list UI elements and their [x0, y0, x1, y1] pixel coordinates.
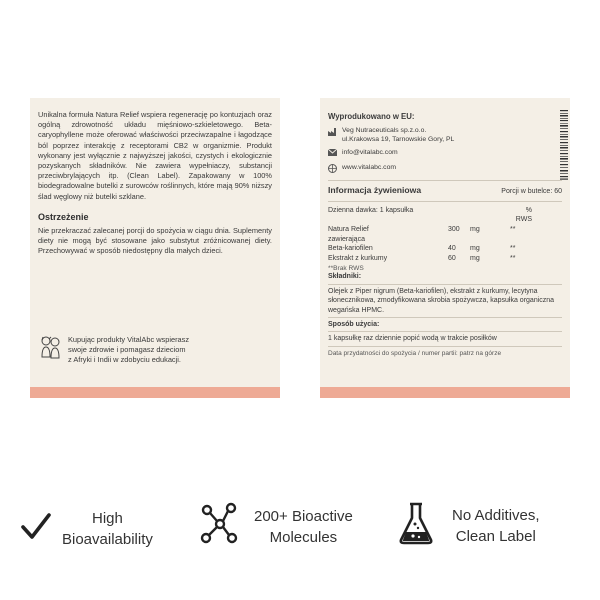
- row-unit: mg: [470, 225, 480, 233]
- table-row: [328, 235, 562, 245]
- nutrition-title: Informacja żywieniowa: [328, 185, 422, 196]
- row-amount: [448, 235, 470, 245]
- feature-bioavailability: [20, 508, 153, 550]
- row-amount: 300: [448, 225, 460, 233]
- charity-note: [40, 335, 189, 368]
- nutrition-panel: [320, 98, 570, 398]
- row-unit: mg: [470, 245, 480, 253]
- row-amount: 40: [448, 245, 456, 253]
- warning-title: Ostrzeżenie: [38, 211, 89, 222]
- divider: [328, 180, 562, 181]
- row-rws: **: [510, 245, 516, 253]
- feature-line-1: High: [92, 510, 123, 527]
- table-row: [328, 254, 562, 264]
- feature-clean-label: [398, 500, 540, 551]
- manufacturer-street: ul.Krakowsa 19, Tarnowskie Gory, PL: [342, 135, 455, 143]
- usage-text: 1 kapsułkę raz dziennie popić wodą w trakcie posiłków: [328, 335, 497, 343]
- feature-line-1: 200+ Bioactive: [254, 507, 353, 525]
- email-link[interactable]: info@vitalabc.com: [342, 149, 398, 157]
- divider: [328, 331, 562, 332]
- molecule-icon: [200, 502, 240, 551]
- charity-line-1: Kupując produkty VitalAbc wspierasz: [68, 335, 190, 344]
- row-unit: [470, 235, 510, 245]
- feature-molecules: [200, 502, 353, 551]
- children-icon: [40, 335, 62, 368]
- ingredients-title: Składniki:: [328, 273, 362, 281]
- expiry-note: Data przydatności do spożycia / numer partii: patrz na górze: [328, 349, 502, 357]
- charity-line-2: swoje zdrowie i pomagasz dzieciom: [68, 345, 186, 355]
- ingredients-text: Olejek z Piper nigrum (Beta-kariofilen), ekstrakt z kurkumy, lecytyna słonecznikowa, zmodyfikowana skrobia spożywcza, kapsułka organiczna wegańska HPMC.: [328, 287, 555, 314]
- manufacturer-name: Veg Nutraceuticals sp.z.o.o.: [342, 127, 427, 134]
- email-row: [328, 149, 562, 159]
- rws-header: % RWS: [515, 206, 532, 224]
- nutrition-table: [328, 206, 562, 264]
- barcode: [560, 110, 568, 180]
- feature-line-2: Clean Label: [455, 527, 536, 545]
- table-header-row: [328, 206, 562, 225]
- flask-icon: [398, 500, 434, 551]
- row-name: Beta-kariofilen: [328, 245, 373, 253]
- product-description: Unikalna formuła Natura Relief wspiera regenerację po kontuzjach oraz ogólną zdrowotność układu mięśniowo-szkieletowego. Beta-caryophyllene może oferować właściwości przeciwzapalne i łagodzące ból poprzez interakcję z receptorami CB2 w organizmie. Produkt wykonany jest wyłącznie z najwyższej jakości, czystych i ekologicznie pozyskanych składników. Nie zawiera wypełniaczy, substancji przeciwbrylających itp. (Clean Label). Zapakowany w 100% biodegradowalne butelki z surowców roślinnych, które mają 90% niższy ślad węglowy niż butelki szklane.: [38, 110, 272, 201]
- manufacturer-title: Wyprodukowano w EU:: [328, 112, 415, 121]
- row-rws: **: [510, 225, 516, 233]
- row-amount: 60: [448, 254, 456, 262]
- feature-row: [0, 500, 600, 560]
- row-unit: mg: [470, 254, 480, 262]
- nutrition-header: [328, 185, 562, 196]
- row-name: Ekstrakt z kurkumy: [328, 254, 388, 262]
- table-row: [328, 225, 562, 235]
- product-description-panel: [30, 98, 280, 398]
- row-rws: [510, 235, 562, 245]
- warning-text: Nie przekraczać zalecanej porcji do spożycia w ciągu dnia. Suplementy diety nie mogą być stosowane jako substytut zróżnicowanej diety. Przechowywać w sposób niedostępny dla małych dzieci.: [38, 225, 272, 256]
- divider: [328, 317, 562, 318]
- divider: [328, 201, 562, 202]
- divider: [328, 284, 562, 285]
- factory-icon: [328, 127, 342, 139]
- servings-per-bottle: Porcji w butelce: 60: [501, 188, 562, 196]
- accent-strip: [30, 387, 280, 398]
- row-name: zawierająca: [328, 235, 365, 243]
- charity-line-3: z Afryki i Indii w zdobyciu edukacji.: [68, 355, 181, 365]
- row-rws: **: [510, 254, 516, 262]
- usage-title: Sposób użycia:: [328, 320, 380, 328]
- website-row: [328, 164, 562, 176]
- table-row: [328, 244, 562, 254]
- rws-footnote: **Brak RWS: [328, 265, 364, 273]
- feature-line-1: No Additives,: [452, 506, 540, 524]
- feature-line-2: Bioavailability: [62, 531, 153, 548]
- daily-dose: Dzienna dawka: 1 kapsułka: [328, 206, 414, 214]
- manufacturer-address: [328, 127, 562, 144]
- accent-strip: [320, 387, 570, 398]
- checkmark-icon: [20, 511, 52, 548]
- globe-icon: [328, 164, 342, 176]
- mail-icon: [328, 149, 342, 159]
- feature-line-2: Molecules: [269, 528, 338, 546]
- website-link[interactable]: www.vitalabc.com: [342, 163, 397, 171]
- divider: [328, 346, 562, 347]
- row-name: Natura Relief: [328, 225, 369, 233]
